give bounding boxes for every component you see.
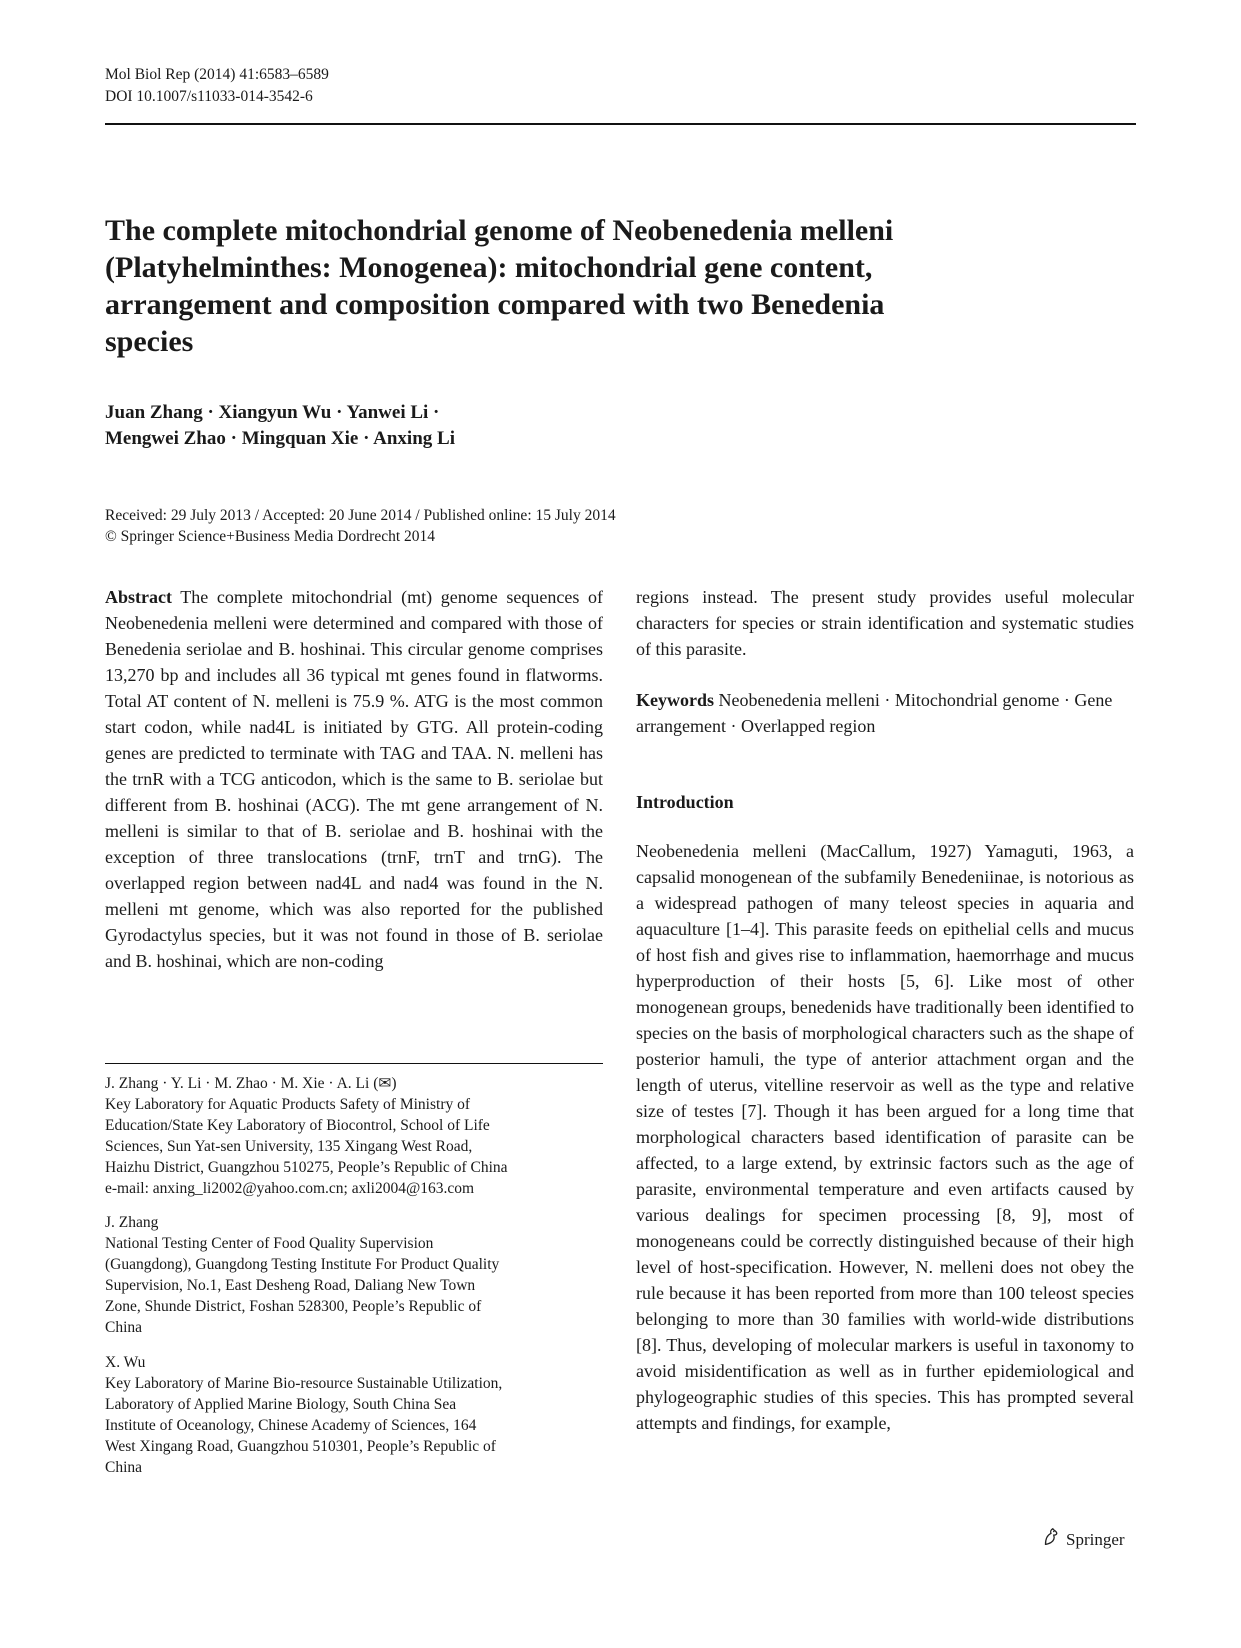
springer-wordmark: Springer	[1066, 1529, 1125, 1549]
paper-title	[105, 212, 1065, 360]
affiliation-line: China	[105, 1319, 143, 1336]
abstract-continuation	[636, 584, 1134, 662]
affiliation-names: J. Zhang	[105, 1214, 159, 1231]
author-list	[105, 400, 455, 452]
doi[interactable]: DOI 10.1007/s11033-014-3542-6	[105, 88, 313, 105]
introduction-heading: Introduction	[636, 792, 734, 812]
introduction-body	[636, 838, 1134, 1436]
keywords-text: Neobenedenia melleni · Mitochondrial genome · Gene arrangement · Overlapped region	[636, 690, 1113, 736]
abstract-label: Abstract	[105, 587, 172, 607]
affiliation-line: Zone, Shunde District, Foshan 528300, People’s Republic of	[105, 1298, 482, 1315]
email-line[interactable]: e-mail: anxing_li2002@yahoo.com.cn; axli2004@163.com	[105, 1180, 475, 1197]
affiliation-block	[105, 1352, 575, 1478]
affiliation-line: Sciences, Sun Yat-sen University, 135 Xingang West Road,	[105, 1138, 473, 1155]
affiliation-line: Supervision, No.1, East Desheng Road, Daliang New Town	[105, 1277, 476, 1294]
journal-header	[105, 64, 329, 108]
abstract-continuation-text: regions instead. The present study provides useful molecular characters for species or strain identification and systematic studies of this parasite.	[636, 587, 1134, 659]
header-rule	[105, 123, 1136, 125]
copyright-line: © Springer Science+Business Media Dordrecht 2014	[105, 528, 436, 545]
keywords-label: Keywords	[636, 690, 714, 710]
affiliation-line: Key Laboratory for Aquatic Products Safety of Ministry of	[105, 1096, 471, 1113]
affiliation-line: Laboratory of Applied Marine Biology, South China Sea	[105, 1396, 457, 1413]
abstract	[105, 584, 603, 974]
introduction-text: Neobenedenia melleni (MacCallum, 1927) Yamaguti, 1963, a capsalid monogenean of the subfamily Benedeniinae, is notorious as a widespread pathogen of many teleost species in aquaria and aquaculture [1–4]. This parasite feeds on epithelial cells and mucus of host fish and gives rise to inflammation, haemorrhage and mucus hyperproduction of their hosts [5, 6]. Like most of other monogenean groups, benedenids have traditionally been identified to species on the basis of morphological characters such as the shape of posterior hamuli, the type of anterior attachment organ and the length of uterus, vitelline reservoir as well as the type and relative size of testes [7]. Though it has been argued for a long time that morphological characters based identification of parasite can be affected, to a large extend, by extrinsic factors such as the age of parasite, environmental temperature and even artifacts caused by various dealings for specimen processing [8, 9], most of monogeneans could be correctly distinguished because of their high level of host-specification. However, N. melleni does not obey the rule because it has been reported from more than 100 teleost species belonging to more than 30 families with world-wide distributions [8]. Thus, developing of molecular markers is useful in taxonomy to avoid misidentification as well as in further epidemiological and phylogeographic studies of this species. This has prompted several attempts and findings, for example,	[636, 841, 1134, 1433]
dates-line: Received: 29 July 2013 / Accepted: 20 June 2014 / Published online: 15 July 2014	[105, 507, 616, 524]
affiliation-line: National Testing Center of Food Quality Supervision	[105, 1235, 434, 1252]
affiliation-line: Education/State Key Laboratory of Biocontrol, School of Life	[105, 1117, 490, 1134]
affiliation-names: J. Zhang · Y. Li · M. Zhao · M. Xie · A. Li (✉)	[105, 1075, 397, 1092]
springer-logo	[1040, 1526, 1125, 1553]
affiliation-names: X. Wu	[105, 1354, 146, 1371]
publication-dates	[105, 505, 616, 547]
abstract-text: The complete mitochondrial (mt) genome sequences of Neobenedenia melleni were determined and compared with those of Benedenia seriolae and B. hoshinai. This circular genome comprises 13,270 bp and includes all 36 typical mt genes found in flatworms. Total AT content of N. melleni is 75.9 %. ATG is the most common start codon, while nad4L is initiated by GTG. All protein-coding genes are predicted to terminate with TAG and TAA. N. melleni has the trnR with a TCG anticodon, which is the same to B. seriolae but different from B. hoshinai (ACG). The mt gene arrangement of N. melleni is similar to that of B. seriolae and B. hoshinai with the exception of three translocations (trnF, trnT and trnG). The overlapped region between nad4L and nad4 was found in the N. melleni mt genome, which was also reported for the published Gyrodactylus species, but it was not found in those of B. seriolae and B. hoshinai, which are non-coding	[105, 587, 603, 971]
affiliation-line: Key Laboratory of Marine Bio-resource Sustainable Utilization,	[105, 1375, 503, 1392]
affiliation-line: Institute of Oceanology, Chinese Academy of Sciences, 164	[105, 1417, 477, 1434]
title-line: arrangement and composition compared with two Benedenia	[105, 288, 885, 321]
footnote-rule	[105, 1063, 603, 1064]
affiliation-block	[105, 1073, 575, 1199]
affiliation-line: (Guangdong), Guangdong Testing Institute For Product Quality	[105, 1256, 500, 1273]
affiliation-line: China	[105, 1459, 143, 1476]
keywords	[636, 687, 1134, 739]
affiliation-line: Haizhu District, Guangzhou 510275, People’s Republic of China	[105, 1159, 508, 1176]
springer-horse-icon	[1040, 1526, 1062, 1553]
authors-line: Juan Zhang · Xiangyun Wu · Yanwei Li ·	[105, 402, 440, 423]
affiliation-line: West Xingang Road, Guangzhou 510301, People’s Republic of	[105, 1438, 496, 1455]
title-line: species	[105, 325, 194, 358]
affiliation-block	[105, 1212, 575, 1338]
title-line: (Platyhelminthes: Monogenea): mitochondrial gene content,	[105, 251, 873, 284]
title-line: The complete mitochondrial genome of Neobenedenia melleni	[105, 214, 894, 247]
journal-citation: Mol Biol Rep (2014) 41:6583–6589	[105, 66, 329, 83]
authors-line: Mengwei Zhao · Mingquan Xie · Anxing Li	[105, 428, 455, 449]
